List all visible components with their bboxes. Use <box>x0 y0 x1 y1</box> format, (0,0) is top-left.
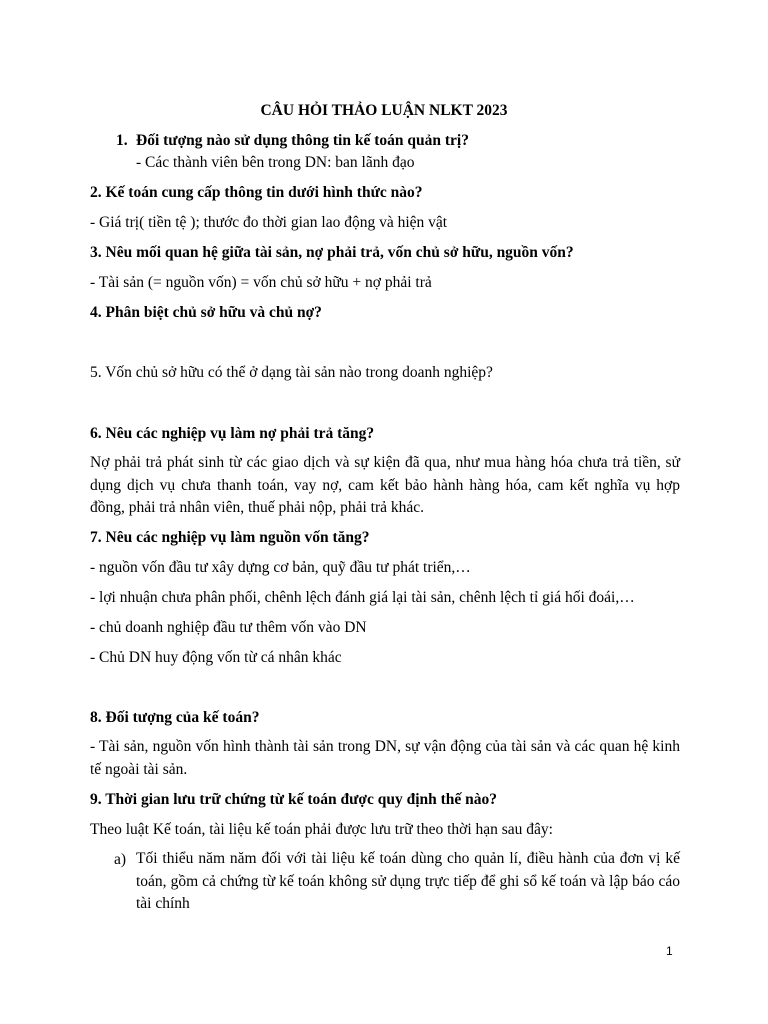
q9-intro: Theo luật Kế toán, tài liệu kế toán phải được lưu trữ theo thời hạn sau đây: <box>90 821 553 838</box>
q1-question: Đối tượng nào sử dụng thông tin kế toán quản trị? <box>136 132 469 149</box>
q3-answer: - Tài sản (= nguồn vốn) = vốn chủ sở hữu + nợ phải trả <box>90 274 432 291</box>
q2-answer: - Giá trị( tiền tệ ); thước đo thời gian lao động và hiện vật <box>90 214 448 231</box>
q3-question: 3. Nêu mối quan hệ giữa tài sản, nợ phải trả, vốn chủ sở hữu, nguồn vốn? <box>90 244 574 261</box>
q4-question: 4. Phân biệt chủ sở hữu và chủ nợ? <box>90 304 322 321</box>
q6-question: 6. Nêu các nghiệp vụ làm nợ phải trả tăng? <box>90 425 375 442</box>
q9-item-a-marker: a) <box>114 851 127 868</box>
q7-answer-1: - nguồn vốn đầu tư xây dựng cơ bản, quỹ đầu tư phát triển,… <box>90 559 471 576</box>
q8-question: 8. Đối tượng của kế toán? <box>90 709 260 726</box>
q2-question: 2. Kế toán cung cấp thông tin dưới hình thức nào? <box>90 184 423 201</box>
q7-question: 7. Nêu các nghiệp vụ làm nguồn vốn tăng? <box>90 529 370 546</box>
q1-answer: - Các thành viên bên trong DN: ban lãnh đạo <box>136 154 415 171</box>
q5-question: 5. Vốn chủ sở hữu có thể ở dạng tài sản nào trong doanh nghiệp? <box>90 364 493 381</box>
q7-answer-4: - Chủ DN huy động vốn từ cá nhân khác <box>90 649 342 666</box>
q7-answer-3: - chủ doanh nghiệp đầu tư thêm vốn vào DN <box>90 619 367 636</box>
q9-item-a-text: Tối thiểu năm năm đối với tài liệu kế toán dùng cho quản lí, điều hành của đơn vị kế toán, gồm cả chứng từ kế toán không sử dụng trực tiếp để ghi sổ kế toán và lập báo cáo tài chính <box>136 850 680 912</box>
page-number: 1 <box>666 944 673 958</box>
q6-answer: Nợ phải trả phát sinh từ các giao dịch và sự kiện đã qua, như mua hàng hóa chưa trả tiền, sử dụng dịch vụ chưa thanh toán, vay nợ, cam kết bảo hành hàng hóa, cam kết nghĩa vụ hợp đồng, phải trả nhân viên, thuế phải nộp, phải trả khác. <box>90 454 680 516</box>
q9-question: 9. Thời gian lưu trữ chứng từ kế toán được quy định thế nào? <box>90 791 498 808</box>
q1-number: 1. <box>116 132 128 149</box>
q8-answer: - Tài sản, nguồn vốn hình thành tài sản trong DN, sự vận động của tài sản và các quan hệ kinh tế ngoài tài sản. <box>90 738 680 778</box>
document-title: CÂU HỎI THẢO LUẬN NLKT 2023 <box>260 102 508 119</box>
q7-answer-2: - lợi nhuận chưa phân phối, chênh lệch đánh giá lại tài sản, chênh lệch tỉ giá hối đoái,… <box>90 589 635 606</box>
